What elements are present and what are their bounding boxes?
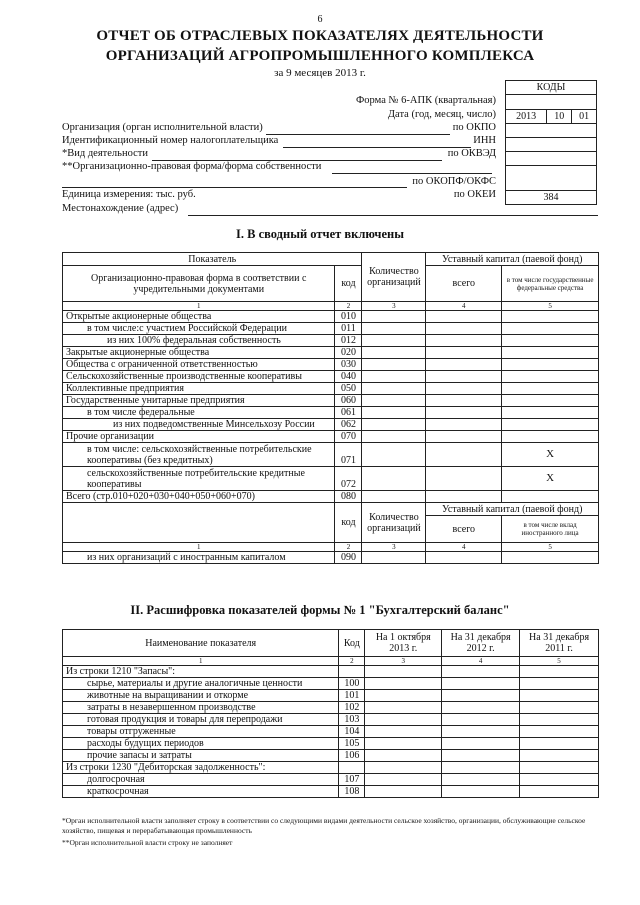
row-code: 101 (339, 690, 365, 702)
table-row (63, 443, 599, 467)
value-cell[interactable] (502, 491, 599, 503)
value-cell[interactable] (426, 443, 502, 467)
row-code: 060 (335, 395, 362, 407)
row-label: Общества с ограниченной ответственностью (63, 359, 335, 371)
col-indicator: Показатель (63, 253, 362, 266)
value-cell[interactable] (362, 491, 426, 503)
row-label: расходы будущих периодов (63, 738, 339, 750)
col-org-form: Организационно-правовая форма в соответствии с учредительными документами (63, 266, 335, 302)
row-label: в том числе:с участием Российской Федерации (63, 323, 335, 335)
col-capital: Уставный капитал (паевой фонд) (426, 253, 599, 266)
row-code: 061 (335, 407, 362, 419)
table-row (63, 311, 599, 323)
value-cell[interactable] (426, 552, 502, 564)
value-cell[interactable] (442, 702, 520, 714)
value-cell[interactable] (426, 323, 502, 335)
table-row (63, 750, 599, 762)
table-row (63, 419, 599, 431)
value-cell[interactable] (362, 311, 426, 323)
section2-table (62, 629, 599, 798)
value-cell[interactable] (365, 690, 442, 702)
row-code: 012 (335, 335, 362, 347)
row-code: 080 (335, 491, 362, 503)
value-cell[interactable] (362, 407, 426, 419)
table-row (63, 359, 599, 371)
value-cell[interactable] (520, 786, 599, 798)
value-cell[interactable] (442, 714, 520, 726)
colnum: 4 (426, 302, 502, 311)
row-label: сырье, материалы и другие аналогичные ценности (63, 678, 339, 690)
value-cell[interactable] (502, 383, 599, 395)
sub-col-code: код (335, 503, 362, 543)
okopf-code-cell[interactable] (506, 166, 597, 191)
value-cell[interactable] (442, 690, 520, 702)
table-row (63, 762, 599, 774)
row-code: 108 (339, 786, 365, 798)
value-cell[interactable] (502, 359, 599, 371)
value-cell[interactable] (365, 786, 442, 798)
row-code: 050 (335, 383, 362, 395)
okved-label: по ОКВЭД (447, 148, 496, 159)
value-cell[interactable] (362, 347, 426, 359)
value-cell[interactable] (365, 738, 442, 750)
row-label: сельскохозяйственные потребительские кредитные кооперативы (63, 467, 335, 491)
colnum: 3 (365, 657, 442, 666)
section1-table (62, 252, 599, 564)
table-row (63, 726, 599, 738)
table-row (63, 552, 599, 564)
table-row (63, 491, 599, 503)
page-number: 6 (317, 14, 323, 25)
row-label: Сельскохозяйственные производственные кооперативы (63, 371, 335, 383)
value-cell[interactable] (362, 395, 426, 407)
table-row (63, 407, 599, 419)
value-cell[interactable] (502, 335, 599, 347)
codes-box (505, 80, 597, 205)
value-cell[interactable] (502, 323, 599, 335)
value-cell[interactable] (520, 762, 599, 774)
value-cell[interactable] (520, 690, 599, 702)
colnum: 3 (362, 302, 426, 311)
col-code: код (335, 266, 362, 302)
sub-col-count: Количество организаций (362, 503, 426, 543)
value-cell[interactable] (520, 678, 599, 690)
row-code: 103 (339, 714, 365, 726)
value-cell[interactable] (426, 431, 502, 443)
value-cell[interactable] (362, 359, 426, 371)
table-row (63, 666, 599, 678)
value-cell[interactable] (520, 666, 599, 678)
value-cell[interactable] (442, 738, 520, 750)
row-label: затраты в незавершенном производстве (63, 702, 339, 714)
value-cell[interactable] (365, 774, 442, 786)
org-label: Организация (орган исполнительной власти) (62, 122, 263, 133)
table-row (63, 395, 599, 407)
row-code: 070 (335, 431, 362, 443)
value-cell[interactable] (362, 335, 426, 347)
okpo-label: по ОКПО (452, 122, 496, 133)
row-code: 071 (335, 443, 362, 467)
colnum: 5 (520, 657, 599, 666)
colnum: 2 (335, 543, 362, 552)
footnote-2: **Орган исполнительной власти строку не заполняет (62, 838, 233, 847)
report-title-line1: ОТЧЕТ ОБ ОТРАСЛЕВЫХ ПОКАЗАТЕЛЯХ ДЕЯТЕЛЬНОСТИ (96, 28, 544, 44)
row-label: Коллективные предприятия (63, 383, 335, 395)
value-cell[interactable] (362, 419, 426, 431)
row-label: Прочие организации (63, 431, 335, 443)
col-count: Количество организаций (362, 253, 426, 302)
row-code (339, 762, 365, 774)
colnum: 1 (63, 302, 335, 311)
value-cell[interactable] (362, 443, 426, 467)
form-name: Форма № 6-АПК (квартальная) (356, 95, 496, 106)
orgform-field-2[interactable] (62, 187, 407, 188)
row-label: краткосрочная (63, 786, 339, 798)
orgform-label: **Организационно-правовая форма/форма собственности (62, 161, 322, 172)
row-label: Из строки 1210 "Запасы": (63, 666, 339, 678)
activity-label: *Вид деятельности (62, 148, 148, 159)
value-cell[interactable] (426, 359, 502, 371)
value-cell[interactable] (426, 467, 502, 491)
sub-col-capital: Уставный капитал (паевой фонд) (426, 503, 599, 516)
value-cell[interactable] (365, 750, 442, 762)
row-code: 100 (339, 678, 365, 690)
value-cell[interactable] (502, 311, 599, 323)
row-code (339, 666, 365, 678)
value-cell[interactable] (520, 738, 599, 750)
colnum: 4 (426, 543, 502, 552)
orgform-field[interactable] (332, 173, 492, 174)
value-cell[interactable] (442, 786, 520, 798)
row-label: животные на выращивании и откорме (63, 690, 339, 702)
col-total: всего (426, 266, 502, 302)
row-label: из них подведомственные Минсельхозу России (63, 419, 335, 431)
date-year[interactable]: 2013 (506, 110, 547, 124)
value-cell[interactable] (442, 750, 520, 762)
value-cell[interactable] (520, 714, 599, 726)
col-code: Код (339, 630, 365, 657)
inn-code-cell[interactable] (506, 138, 597, 152)
value-cell[interactable] (442, 678, 520, 690)
col-date-2: На 31 декабря 2012 г. (442, 630, 520, 657)
report-period: за 9 месяцев 2013 г. (274, 67, 366, 79)
table-row (63, 347, 599, 359)
col-date-3: На 31 декабря 2011 г. (520, 630, 599, 657)
value-cell[interactable] (426, 419, 502, 431)
okved-code-cell[interactable] (506, 152, 597, 166)
value-cell[interactable] (502, 395, 599, 407)
value-cell[interactable] (502, 407, 599, 419)
value-cell[interactable] (426, 407, 502, 419)
date-month[interactable]: 10 (547, 110, 572, 124)
table-row (63, 371, 599, 383)
okei-label: по ОКЕИ (453, 189, 496, 200)
table-row (63, 323, 599, 335)
inn-field[interactable] (283, 147, 471, 148)
colnum: 2 (335, 302, 362, 311)
row-code: 102 (339, 702, 365, 714)
date-day[interactable]: 01 (572, 110, 597, 124)
row-code: 107 (339, 774, 365, 786)
colnum: 3 (362, 543, 426, 552)
value-cell[interactable] (365, 726, 442, 738)
value-cell[interactable] (520, 774, 599, 786)
value-cell[interactable] (502, 431, 599, 443)
table-row (63, 714, 599, 726)
row-code: 030 (335, 359, 362, 371)
value-cell[interactable] (442, 666, 520, 678)
unit-label: Единица измерения: тыс. руб. (62, 189, 196, 200)
col-date-1: На 1 октября 2013 г. (365, 630, 442, 657)
row-code: 090 (335, 552, 362, 564)
value-cell[interactable] (426, 311, 502, 323)
colnum: 5 (502, 302, 599, 311)
table-row (63, 702, 599, 714)
table-row (63, 786, 599, 798)
row-code: 040 (335, 371, 362, 383)
section2-heading: II. Расшифровка показателей формы № 1 "Бухгалтерский баланс" (130, 603, 510, 617)
value-cell[interactable] (426, 371, 502, 383)
address-label: Местонахождение (адрес) (62, 203, 179, 214)
row-code: 105 (339, 738, 365, 750)
value-cell[interactable] (502, 347, 599, 359)
row-label: из них 100% федеральная собственность (63, 335, 335, 347)
date-label: Дата (год, месяц, число) (387, 109, 496, 120)
value-cell[interactable] (362, 371, 426, 383)
value-cell[interactable] (426, 383, 502, 395)
row-code: 062 (335, 419, 362, 431)
row-code: 020 (335, 347, 362, 359)
value-cell[interactable] (426, 335, 502, 347)
value-cell[interactable] (365, 702, 442, 714)
table-row (63, 431, 599, 443)
col-name: Наименование показателя (63, 630, 339, 657)
row-code: 104 (339, 726, 365, 738)
table-row (63, 383, 599, 395)
value-cell[interactable] (520, 702, 599, 714)
value-cell[interactable] (502, 371, 599, 383)
table-row (63, 690, 599, 702)
row-code: 011 (335, 323, 362, 335)
table-row (63, 467, 599, 491)
table-row (63, 678, 599, 690)
address-field[interactable] (188, 215, 598, 216)
row-label: долгосрочная (63, 774, 339, 786)
value-cell[interactable] (365, 714, 442, 726)
colnum: 1 (63, 657, 339, 666)
value-cell[interactable] (362, 552, 426, 564)
value-cell[interactable] (520, 726, 599, 738)
row-label: в том числе федеральные (63, 407, 335, 419)
value-cell[interactable]: X (502, 443, 599, 467)
value-cell[interactable] (442, 774, 520, 786)
colnum: 5 (502, 543, 599, 552)
row-label: Из строки 1230 "Дебиторская задолженность": (63, 762, 339, 774)
subhead-blank (63, 503, 335, 543)
value-cell[interactable] (365, 666, 442, 678)
row-code: 106 (339, 750, 365, 762)
row-label: в том числе: сельскохозяйственные потребительские кооперативы (без кредитных) (63, 443, 335, 467)
row-label: Открытые акционерные общества (63, 311, 335, 323)
row-label: Государственные унитарные предприятия (63, 395, 335, 407)
row-code: 072 (335, 467, 362, 491)
value-cell[interactable]: X (502, 467, 599, 491)
table-row (63, 774, 599, 786)
value-cell[interactable] (365, 762, 442, 774)
colnum: 1 (63, 543, 335, 552)
value-cell[interactable] (442, 726, 520, 738)
codes-header: КОДЫ (506, 81, 597, 95)
value-cell[interactable] (362, 467, 426, 491)
okopf-label: по ОКОПФ/ОКФС (412, 176, 496, 187)
report-title-line2: ОРГАНИЗАЦИЙ АГРОПРОМЫШЛЕННОГО КОМПЛЕКСА (105, 48, 535, 64)
value-cell[interactable] (365, 678, 442, 690)
row-label: прочие запасы и затраты (63, 750, 339, 762)
sub-col-foreign: в том числе вклад иностранного лица (502, 516, 599, 543)
col-state: в том числе государственные федеральные средства (502, 266, 599, 302)
value-cell[interactable] (520, 750, 599, 762)
value-cell[interactable] (362, 323, 426, 335)
section1-heading: I. В сводный отчет включены (236, 227, 404, 241)
row-label: из них организаций с иностранным капиталом (63, 552, 335, 564)
row-label: Всего (стр.010+020+030+040+050+060+070) (63, 491, 335, 503)
row-label: готовая продукция и товары для перепродажи (63, 714, 339, 726)
inn-label: Идентификационный номер налогоплательщика (62, 135, 279, 146)
form-code-cell[interactable] (506, 95, 597, 110)
value-cell[interactable] (362, 431, 426, 443)
inn-code-label: ИНН (473, 135, 496, 146)
value-cell[interactable] (442, 762, 520, 774)
colnum: 4 (442, 657, 520, 666)
value-cell[interactable] (426, 395, 502, 407)
row-label: Закрытые акционерные общества (63, 347, 335, 359)
value-cell[interactable] (502, 419, 599, 431)
org-field[interactable] (266, 134, 450, 135)
okei-code-cell[interactable]: 384 (506, 191, 597, 205)
table-row (63, 335, 599, 347)
value-cell[interactable] (426, 347, 502, 359)
sub-col-total: всего (426, 516, 502, 543)
colnum: 2 (339, 657, 365, 666)
okpo-code-cell[interactable] (506, 124, 597, 138)
value-cell[interactable] (426, 491, 502, 503)
footnote-1: *Орган исполнительной власти заполняет строку в соответствии со следующими видами деятельности сельское хозяйство, организации, обслуживающие сельское хозяйство, пищевая и перерабатывающая промышленность (62, 816, 586, 835)
value-cell[interactable] (362, 383, 426, 395)
row-code: 010 (335, 311, 362, 323)
row-label: товары отгруженные (63, 726, 339, 738)
table-row (63, 738, 599, 750)
value-cell[interactable] (502, 552, 599, 564)
